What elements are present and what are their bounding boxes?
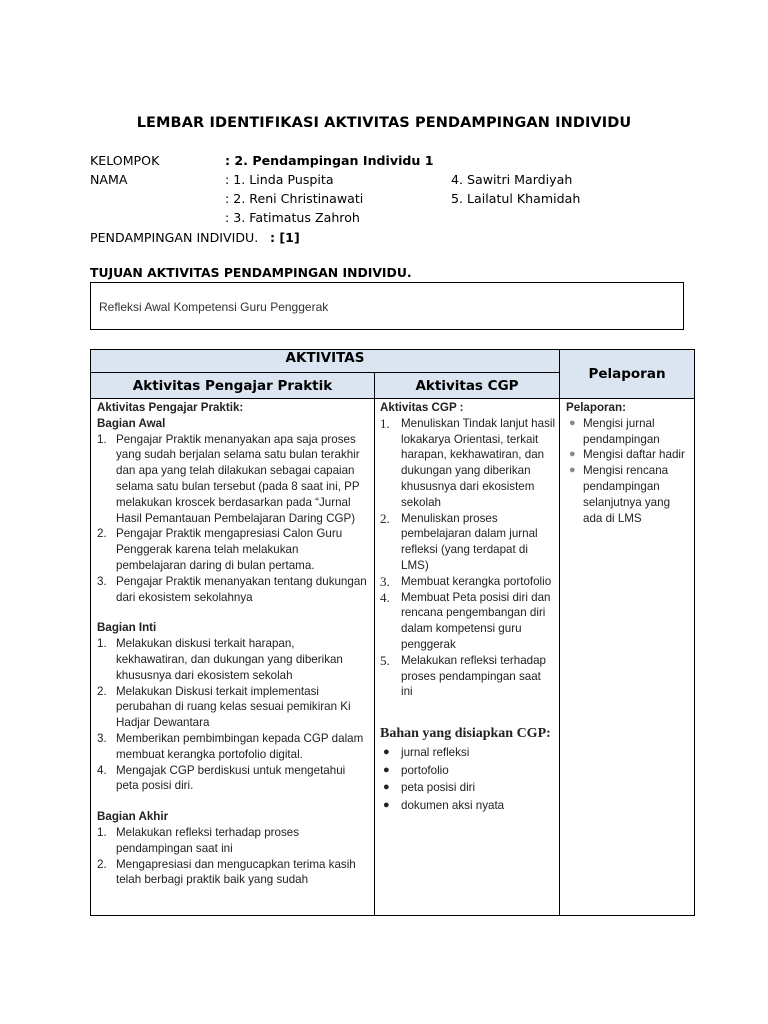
list-item: 1. Melakukan diskusi terkait harapan, kekhawatiran, dan dukungan yang diberikan khususnya dari ekosistem sekolah (97, 637, 343, 682)
list-item: 2. Melakukan Diskusi terkait implementasi perubahan di ruang kelas sesuai pemikiran Ki Hadjar Dewantara (97, 684, 351, 730)
bullet-icon: ● (569, 464, 576, 477)
col1-title: Aktivitas Pengajar Praktik: (97, 401, 244, 414)
list-item: ● dokumen aksi nyata (380, 797, 555, 815)
pendampingan-value: : [1] (270, 230, 300, 245)
nama-label: NAMA (90, 172, 128, 187)
list-item: ● Mengisi daftar hadir (569, 448, 685, 462)
document-title: LEMBAR IDENTIFIKASI AKTIVITAS PENDAMPINGAN INDIVIDU (136, 115, 632, 131)
list-item: 2. Pengajar Praktik mengapresiasi Calon Guru Penggerak karena telah melakukan pembelajaran daring di bulan pertama. (97, 527, 343, 572)
pelaporan-cell (560, 399, 695, 916)
name-1: : 1. Linda Puspita (225, 172, 334, 187)
list-item: 4. Mengajak CGP berdiskusi untuk mengetahui peta posisi diri. (97, 763, 346, 793)
section-heading: Bagian Awal (97, 416, 166, 430)
name-5: 5. Lailatul Khamidah (451, 191, 581, 206)
list-item: 5. Melakukan refleksi terhadap proses pendampingan saat ini (380, 652, 547, 699)
bullet-icon: ● (383, 781, 390, 794)
bullet-icon: ● (383, 746, 390, 759)
list-item: 3. Memberikan pembimbingan kepada CGP dalam membuat kerangka portofolio digital. (97, 731, 364, 761)
section-heading: Bagian Inti (97, 621, 157, 635)
list-item: 3. Pengajar Praktik menanyakan tentang dukungan dari ekosistem sekolahnya (97, 574, 367, 604)
list-item: 2. Menuliskan proses pembelajaran dalam jurnal refleksi (yang terdapat di LMS) (380, 510, 538, 572)
list-item: 1. Pengajar Praktik menanyakan apa saja proses yang sudah berjalan selama satu bulan terakhir dan apa yang telah dilakukan sebagai capaian selama satu bulan tersebut (pada 8 saat ini, PP melakukan kroscek berdasarkan pada “Jurnal Hasil Pemantauan Pembelajaran Daring CGP) (97, 432, 360, 525)
pengajar-praktik-cell (91, 399, 375, 916)
cgp-cell (375, 399, 560, 916)
kelompok-label: KELOMPOK (90, 153, 160, 168)
list-item: ● Mengisi jurnal pendampingan (569, 416, 660, 446)
section-heading: Bagian Akhir (97, 810, 169, 824)
col2-title: Aktivitas CGP : (380, 401, 464, 414)
kelompok-value: : 2. Pendampingan Individu 1 (225, 153, 434, 168)
list-item: 1. Menuliskan Tindak lanjut hasil lokakarya Orientasi, terkait harapan, kekhawatiran, dan dukungan yang diberikan khususnya dari ekosistem sekolah (380, 415, 556, 509)
name-3: : 3. Fatimatus Zahroh (225, 210, 360, 225)
list-item: ● portofolio (380, 762, 555, 780)
pendampingan-label: PENDAMPINGAN INDIVIDU. (90, 230, 259, 245)
list-item: 1. Melakukan refleksi terhadap proses pendampingan saat ini (97, 825, 300, 855)
list-item: 2. Mengapresiasi dan mengucapkan terima kasih telah berbagi praktik baik yang sudah (97, 857, 356, 887)
col3-title: Pelaporan: (566, 401, 626, 414)
name-4: 4. Sawitri Mardiyah (451, 172, 573, 187)
tujuan-text: Refleksi Awal Kompetensi Guru Penggerak (99, 300, 329, 314)
bullet-icon: ● (383, 798, 390, 811)
bahan-heading: Bahan yang disiapkan CGP: (380, 726, 551, 742)
list-item: 4. Membuat Peta posisi diri dan rencana pengembangan diri dalam kompetensi guru penggerak (380, 589, 551, 651)
list-item: ● peta posisi diri (380, 779, 555, 797)
bullet-icon: ● (569, 416, 576, 429)
list-item: ● jurnal refleksi (380, 744, 555, 762)
tujuan-box (90, 282, 684, 330)
aktivitas-header: AKTIVITAS (91, 350, 560, 373)
bullet-icon: ● (569, 448, 576, 461)
name-2: : 2. Reni Christinawati (225, 191, 364, 206)
bullet-icon: ● (383, 763, 390, 776)
tujuan-heading: TUJUAN AKTIVITAS PENDAMPINGAN INDIVIDU. (90, 265, 412, 280)
pengajar-praktik-header: Aktivitas Pengajar Praktik (91, 373, 375, 399)
pelaporan-header: Pelaporan (560, 350, 695, 399)
list-item: ● Mengisi rencana pendampingan selanjutnya yang ada di LMS (569, 464, 671, 525)
cgp-header: Aktivitas CGP (375, 373, 560, 399)
list-item: 3. Membuat kerangka portofolio (380, 573, 552, 589)
activity-table (90, 349, 695, 916)
